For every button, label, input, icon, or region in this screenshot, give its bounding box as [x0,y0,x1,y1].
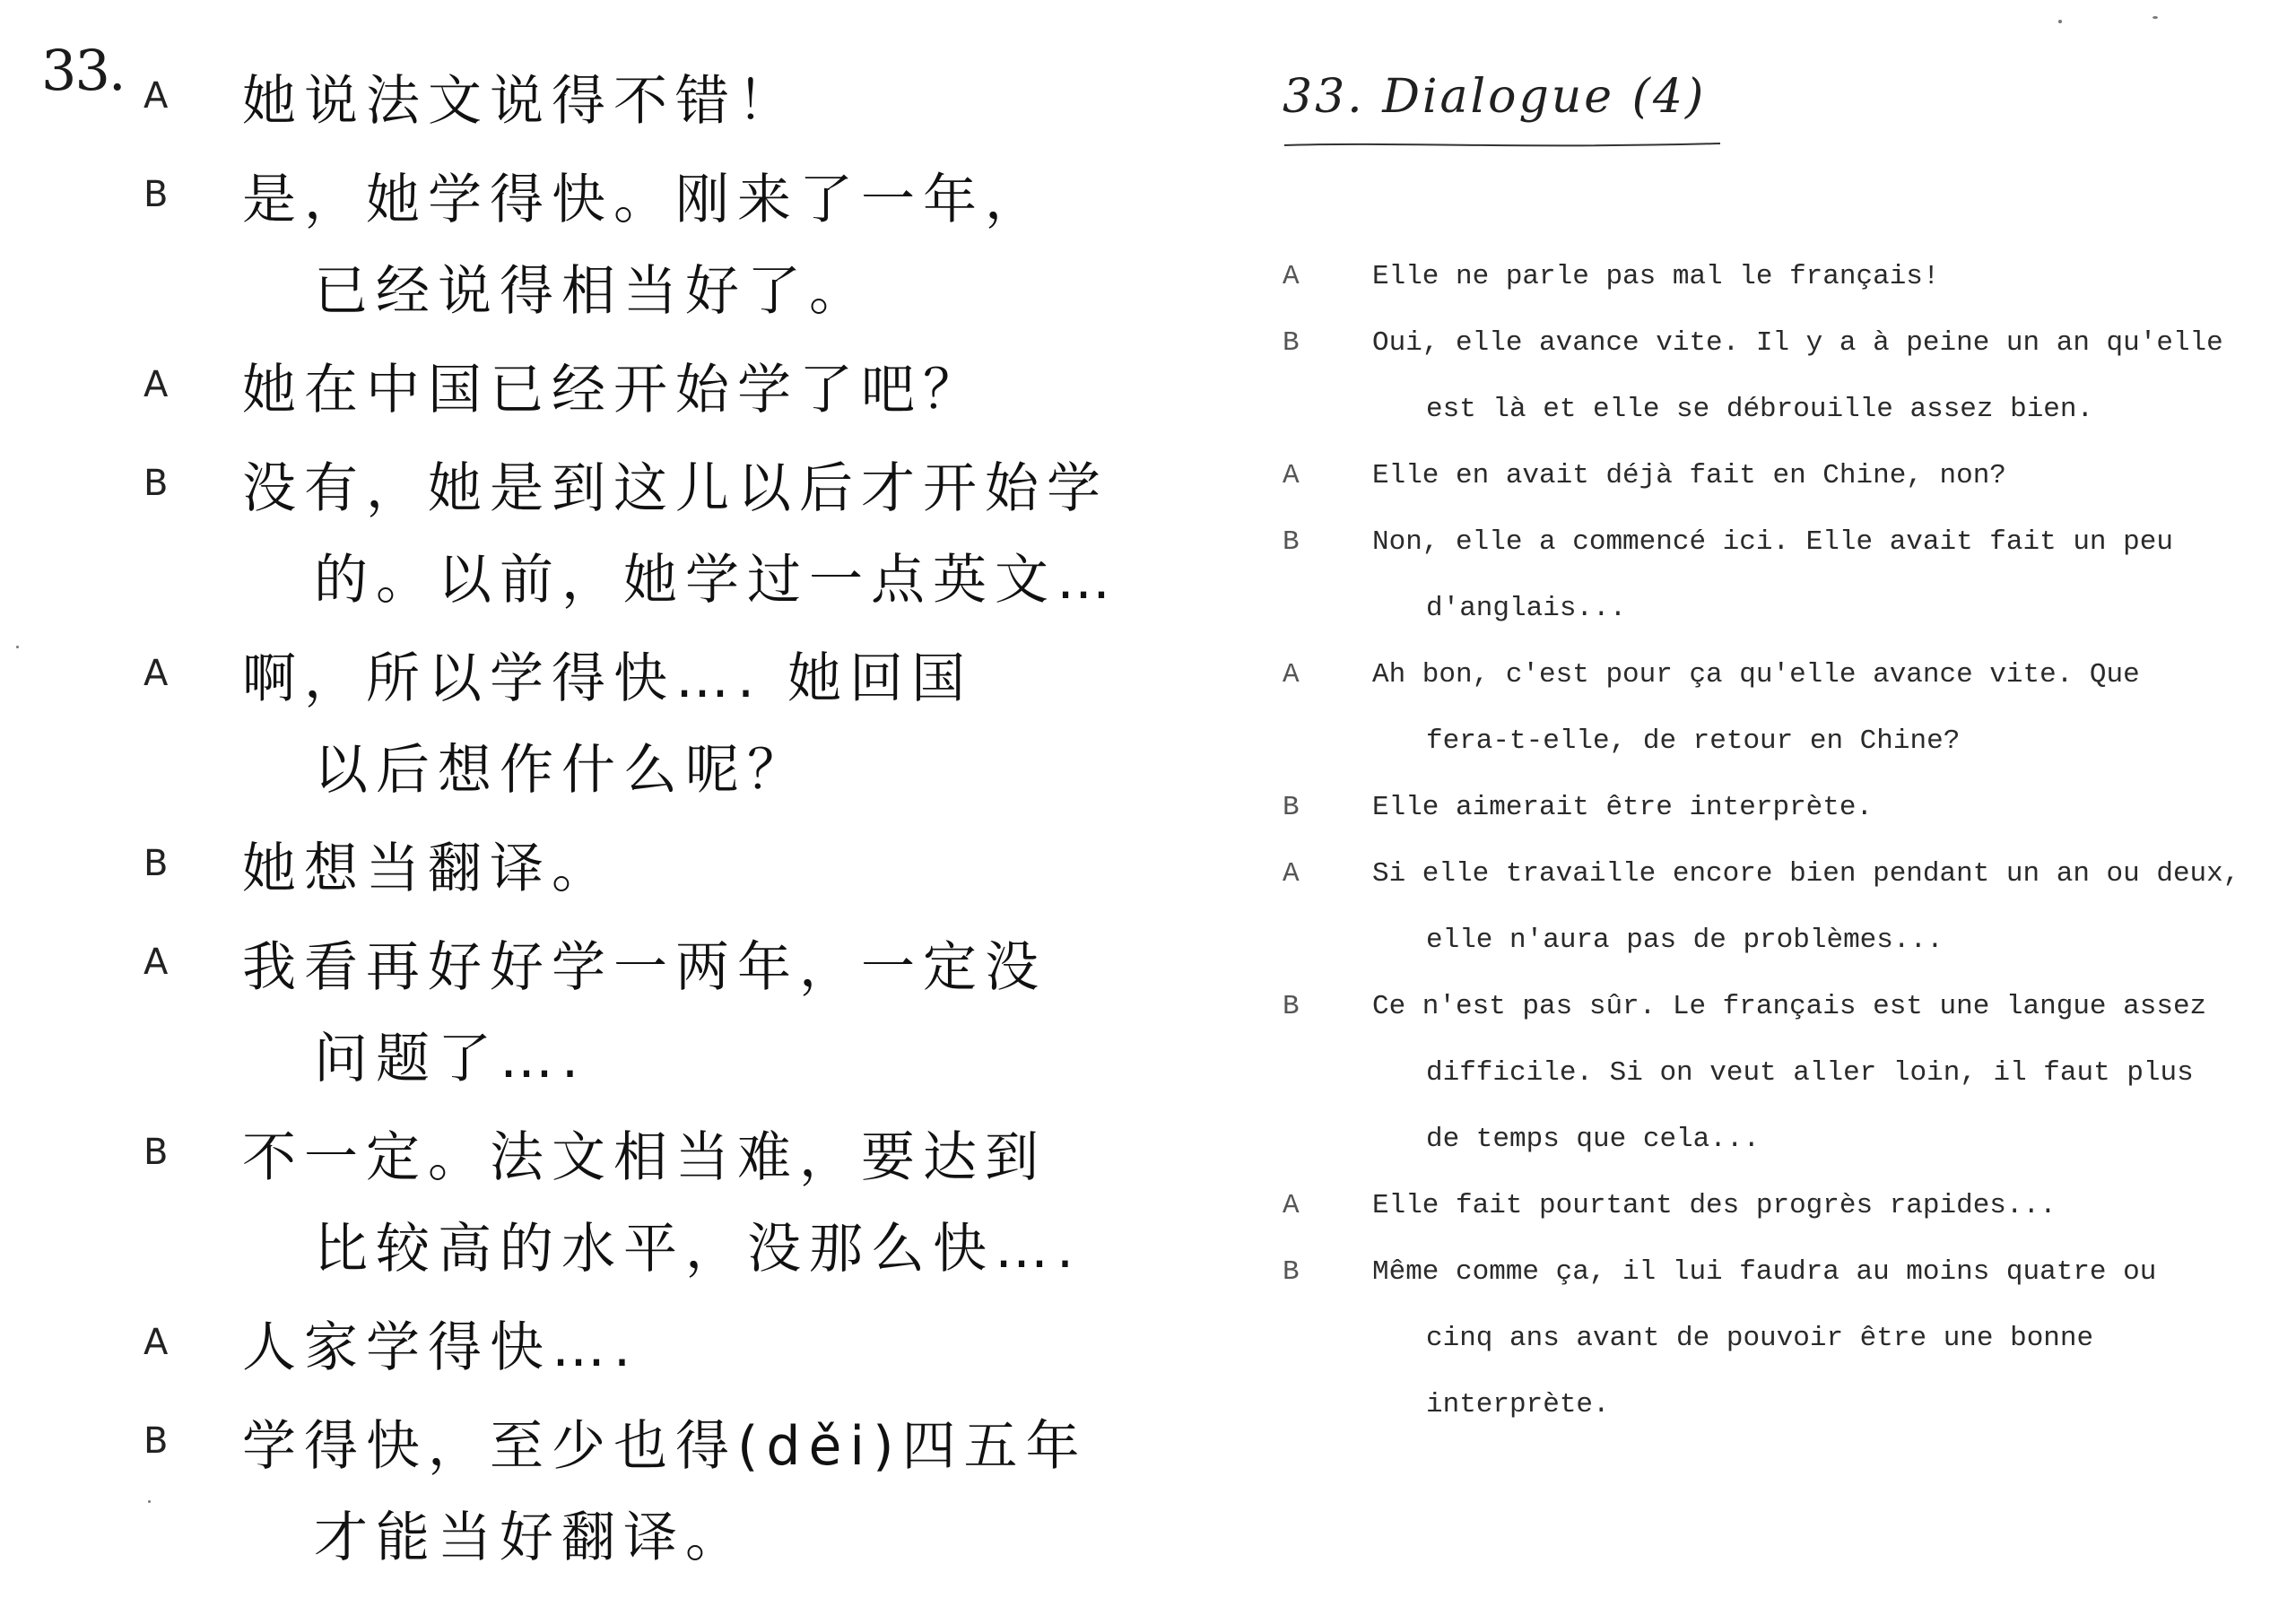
french-line: est là et elle se débrouille assez bien. [1426,394,2094,425]
chinese-line: 已经说得相当好了。 [314,260,871,323]
chinese-line: 是，她学得快。刚来了一年， [242,169,1047,231]
chinese-dialogue-entry [0,633,1193,816]
chinese-line: 我看再好好学一两年，一定没 [242,936,1047,999]
chinese-line: 啊，所以学得快…. 她回国 [242,647,974,710]
french-line: d'anglais... [1426,593,1627,624]
chinese-line: 比较高的水平，没那么快…. [314,1218,1083,1281]
chinese-dialogue-entry [0,823,1193,915]
scan-speck [148,1500,151,1503]
chinese-line: 她在中国已经开始学了吧？ [242,359,985,421]
french-line: fera-t-elle, de retour en Chine? [1426,725,1961,757]
french-line: Elle en avait déjà fait en Chine, non? [1372,460,2006,491]
chinese-line: 不一定。法文相当难，要达到 [242,1126,1047,1189]
speaker-label: A [1283,659,1300,690]
french-line: Elle aimerait être interprète. [1372,792,1874,823]
chinese-dialogue-entry [0,922,1193,1105]
speaker-label: B [1283,327,1300,359]
french-line: difficile. Si on veut aller loin, il faut plus [1426,1057,2194,1089]
speaker-label: A [1283,261,1300,292]
french-dialogue-entry [1283,775,2296,841]
french-dialogue-entry [1283,509,2296,642]
chinese-line: 以后想作什么呢？ [314,739,809,802]
french-line: cinq ans avant de pouvoir être une bonne [1426,1323,2094,1354]
scan-speck [2058,20,2062,23]
chinese-line: 问题了…. [314,1028,587,1090]
scan-speck [16,646,19,648]
speaker-label: B [144,1132,169,1173]
french-line: Non, elle a commencé ici. Elle avait fait un peu [1372,526,2173,558]
speaker-label: B [144,843,169,884]
speaker-label: B [1283,1256,1300,1288]
speaker-label: B [144,463,169,504]
chinese-dialogue-entry [0,1112,1193,1295]
chinese-line: 学得快，至少也得(děi)四五年 [242,1415,1088,1478]
speaker-label: B [144,174,169,215]
french-line: Ah bon, c'est pour ça qu'elle avance vite. Que [1372,659,2140,690]
french-dialogue-entry [1283,642,2296,775]
chinese-dialogue-entry [0,1401,1193,1584]
french-dialogue-entry [1283,443,2296,509]
chinese-dialogue-entry [0,344,1193,436]
french-heading [1283,70,1749,151]
speaker-label: A [144,942,169,983]
heading-underline [1283,140,1722,151]
french-line: interprète. [1426,1389,1610,1420]
french-heading-text: 33. Dialogue (4) [1283,70,1707,124]
speaker-label: B [1283,792,1300,823]
scan-speck [2152,16,2158,19]
french-line: Oui, elle avance vite. Il y a à peine un an qu'elle [1372,327,2223,359]
speaker-label: A [144,75,169,117]
french-line: de temps que cela... [1426,1124,1761,1155]
french-line: Elle ne parle pas mal le français! [1372,261,1940,292]
french-dialogue-page [1256,0,2296,1624]
speaker-label: A [1283,1190,1300,1221]
chinese-line: 人家学得快…. [242,1316,639,1379]
chinese-line: 没有，她是到这儿以后才开始学 [242,457,1109,520]
chinese-lesson-number: 33. [41,38,125,103]
french-line: Même comme ça, il lui faudra au moins quatre ou [1372,1256,2157,1288]
french-dialogue-entry [1283,244,2296,310]
chinese-dialogue-entry [0,443,1193,626]
french-dialogue-list [1283,244,2296,1438]
chinese-line: 她想当翻译。 [242,838,613,900]
french-dialogue-entry [1283,1239,2296,1438]
chinese-dialogue-entry [0,154,1193,337]
french-line: elle n'aura pas de problèmes... [1426,925,1944,956]
french-dialogue-entry [1283,974,2296,1173]
french-dialogue-entry [1283,841,2296,974]
speaker-label: A [144,364,169,405]
french-line: Elle fait pourtant des progrès rapides... [1372,1190,2057,1221]
speaker-label: B [1283,991,1300,1022]
chinese-line: 才能当好翻译。 [314,1507,747,1569]
french-line: Si elle travaille encore bien pendant un an ou deux, [1372,858,2240,890]
french-dialogue-entry [1283,310,2296,443]
speaker-label: B [1283,526,1300,558]
chinese-line: 她说法文说得不错！ [242,70,799,133]
speaker-label: B [144,1420,169,1462]
chinese-dialogue-entry [0,1302,1193,1394]
speaker-label: A [144,1322,169,1363]
speaker-label: A [1283,858,1300,890]
french-line: Ce n'est pas sûr. Le français est une langue assez [1372,991,2207,1022]
speaker-label: A [144,653,169,694]
chinese-line: 的。以前，她学过一点英文… [314,549,1118,612]
chinese-dialogue-list [0,56,1193,1584]
french-dialogue-entry [1283,1173,2296,1239]
chinese-dialogue-entry [0,56,1193,147]
speaker-label: A [1283,460,1300,491]
